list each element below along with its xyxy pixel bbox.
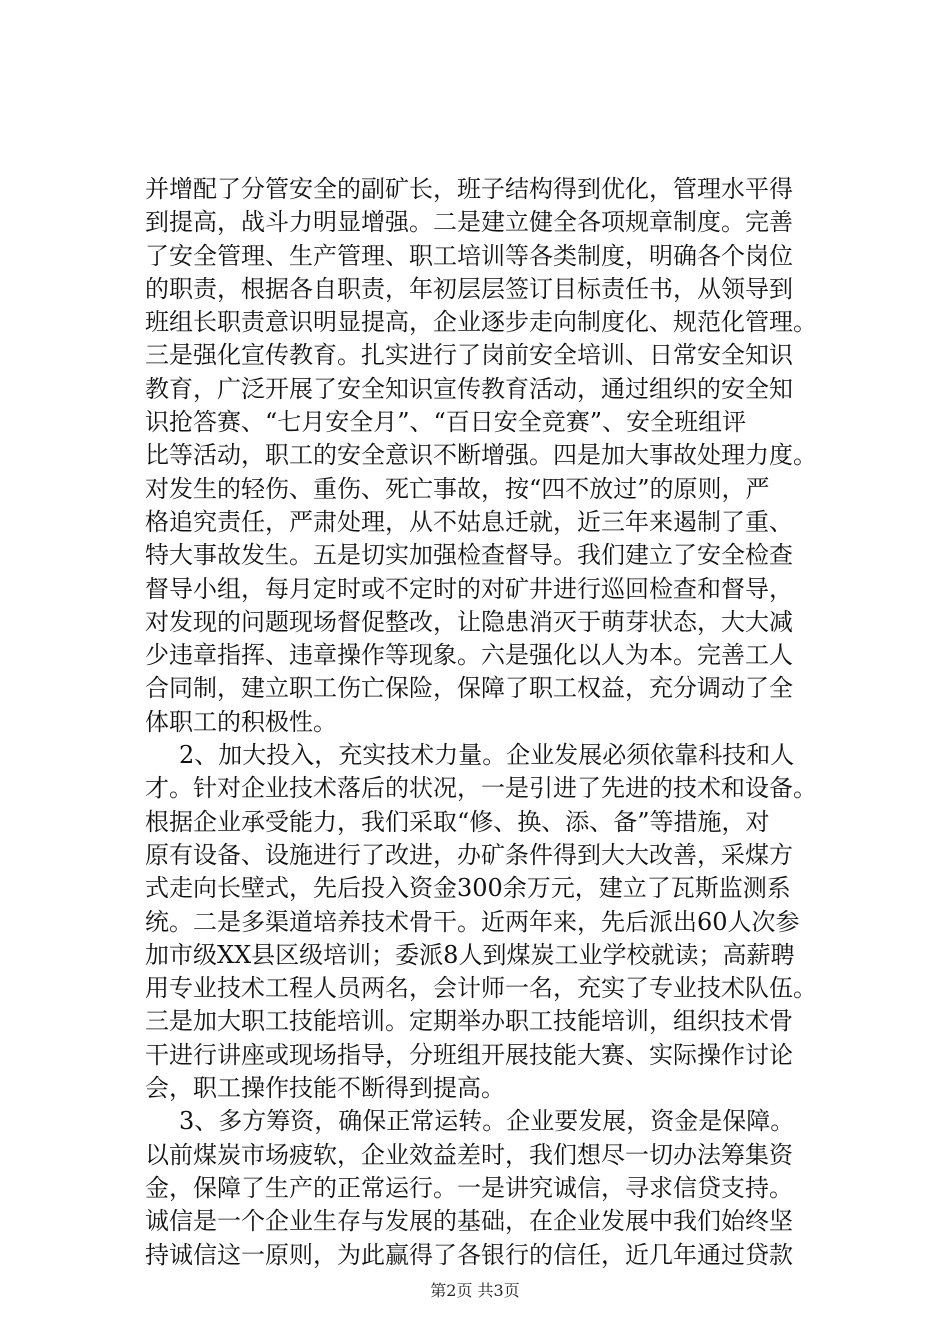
text-line: 合同制，建立职工伤亡保险，保障了职工权益，充分调动了全 (145, 674, 793, 703)
text-line: 统。二是多渠道培养技术骨干。近两年来，先后派出60人次参 (145, 907, 800, 936)
paragraph-2 (145, 739, 835, 1105)
text-line: 教育，广泛开展了安全知识宣传教育活动，通过组织的安全知 (145, 374, 793, 403)
text-line: 干进行讲座或现场指导，分班组开展技能大赛、实际操作讨论 (145, 1040, 793, 1069)
text-line: 班组长职责意识明显提高，企业逐步走向制度化、规范化管理。 (145, 308, 817, 337)
text-line: 才。针对企业技术落后的状况，一是引进了先进的技术和设备。 (145, 774, 817, 803)
text-line: 诚信是一个企业生存与发展的基础，在企业发展中我们始终坚 (145, 1207, 793, 1236)
text-line: 会，职工操作技能不断得到提高。 (145, 1074, 505, 1103)
text-line: 体职工的积极性。 (145, 707, 337, 736)
text-line: 并增配了分管安全的副矿长，班子结构得到优化，管理水平得 (145, 175, 793, 203)
text-line: 了安全管理、生产管理、职工培训等各类制度，明确各个岗位 (145, 241, 793, 270)
text-line: 对发生的轻伤、重伤、死亡事故，按“四不放过”的原则，严 (145, 474, 770, 503)
text-line: 格追究责任，严肃处理，从不姑息迁就，近三年来遏制了重、 (145, 507, 793, 536)
text-line: 原有设备、设施进行了改进，办矿条件得到大大改善，采煤方 (145, 840, 793, 869)
paragraph-3 (145, 1105, 835, 1271)
text-line: 金，保障了生产的正常运行。一是讲究诚信，寻求信贷支持。 (145, 1173, 793, 1202)
text-line: 三是强化宣传教育。扎实进行了岗前安全培训、日常安全知识 (145, 341, 793, 370)
text-line: 到提高，战斗力明显增强。二是建立健全各项规章制度。完善 (145, 208, 793, 237)
text-line: 用专业技术工程人员两名，会计师一名，充实了专业技术队伍。 (145, 974, 817, 1003)
text-line: 督导小组，每月定时或不定时的对矿井进行巡回检查和督导， (145, 574, 793, 603)
text-line: 识抢答赛、“七月安全月”、“百日安全竞赛”、安全班组评 (145, 408, 747, 437)
text-line: 式走向长壁式，先后投入资金300余万元，建立了瓦斯监测系 (145, 874, 791, 903)
text-line: 加市级XX县区级培训；委派8人到煤炭工业学校就读；高薪聘 (145, 940, 795, 969)
text-line: 比等活动，职工的安全意识不断增强。四是加大事故处理力度。 (145, 441, 817, 470)
text-line: 的职责，根据各自职责，年初层层签订目标责任书，从领导到 (145, 274, 793, 303)
text-line: 根据企业承受能力，我们采取“修、换、添、备”等措施，对 (145, 807, 770, 836)
text-line: 三是加大职工技能培训。定期举办职工技能培训，组织技术骨 (145, 1007, 793, 1036)
text-line: 以前煤炭市场疲软，企业效益差时，我们想尽一切办法筹集资 (145, 1140, 793, 1169)
text-line: 持诚信这一原则，为此赢得了各银行的信任，近几年通过贷款 (145, 1240, 793, 1269)
page-number-footer: 第2页 共3页 (430, 1281, 520, 1300)
text-line: 少违章指挥、违章操作等现象。六是强化以人为本。完善工人 (145, 641, 793, 670)
paragraph-1 (145, 173, 835, 739)
text-line: 对发现的问题现场督促整改，让隐患消灭于萌芽状态，大大减 (145, 607, 793, 636)
text-line: 特大事故发生。五是切实加强检查督导。我们建立了安全检查 (145, 541, 793, 570)
document-body (145, 173, 835, 1272)
text-line: 3、多方筹资，确保正常运转。企业要发展，资金是保障。 (179, 1107, 795, 1136)
text-line: 2、加大投入，充实技术力量。企业发展必须依靠科技和人 (179, 741, 795, 770)
